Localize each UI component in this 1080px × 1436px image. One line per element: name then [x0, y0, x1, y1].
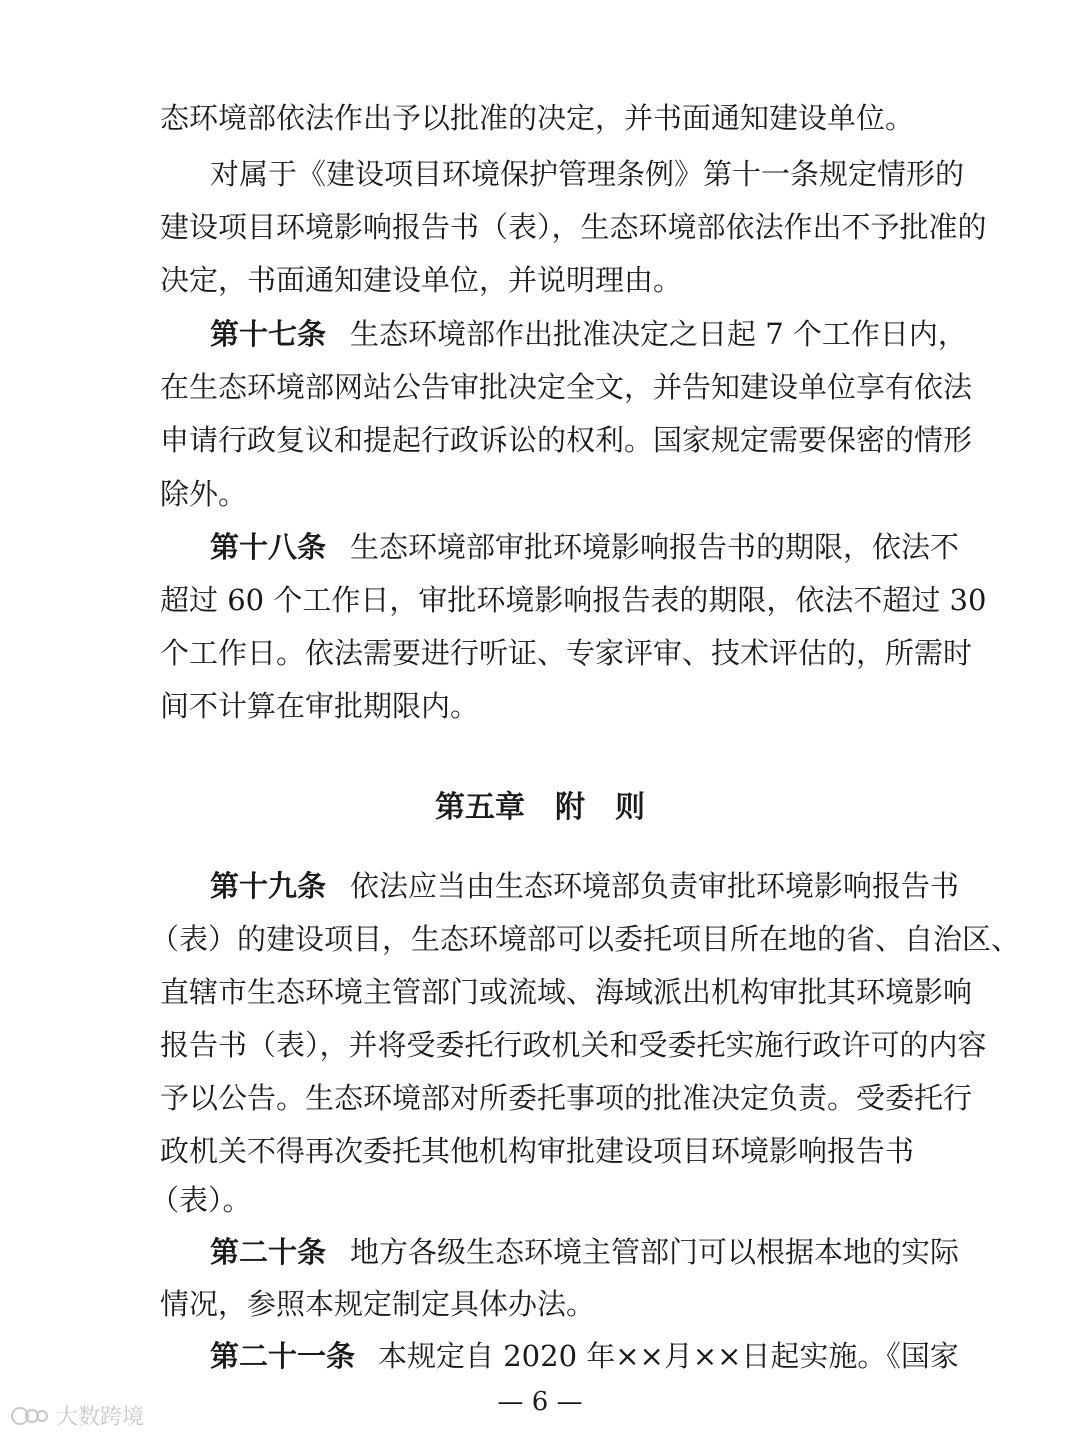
watermark-logo-icon — [10, 1402, 50, 1430]
paragraph-line: 决定，书面通知建设单位，并说明理由。 — [160, 263, 683, 297]
paragraph-line: 本规定自 2020 年××月××日起实施。《国家 — [378, 1339, 959, 1373]
paragraph-line: 予以公告。生态环境部对所委托事项的批准决定负责。受委托行 — [160, 1081, 973, 1115]
paragraph-line: （表）。 — [150, 1183, 252, 1217]
paragraph-line: 除外。 — [160, 477, 248, 511]
article-title-21: 第二十一条 — [210, 1339, 356, 1373]
paragraph-line: 地方各级生态环境主管部门可以根据本地的实际 — [350, 1235, 960, 1269]
watermark — [10, 1400, 144, 1431]
article-title-18: 第十八条 — [210, 530, 327, 564]
paragraph-line: 政机关不得再次委托其他机构审批建设项目环境影响报告书 — [160, 1134, 915, 1168]
paragraph-line: 生态环境部审批环境影响报告书的期限，依法不 — [350, 530, 960, 564]
paragraph-line: 直辖市生态环境主管部门或流域、海域派出机构审批其环境影响 — [160, 975, 973, 1009]
paragraph-line: 态环境部依法作出予以批准的决定，并书面通知建设单位。 — [160, 101, 915, 135]
paragraph-line: 申请行政复议和提起行政诉讼的权利。国家规定需要保密的情形 — [160, 423, 973, 457]
paragraph-line: 个工作日。依法需要进行听证、专家评审、技术评估的，所需时 — [160, 636, 973, 670]
article-title-17: 第十七条 — [210, 317, 327, 351]
paragraph-line: 生态环境部作出批准决定之日起 7 个工作日内， — [350, 317, 967, 351]
paragraph-line: （表）的建设项目，生态环境部可以委托项目所在地的省、自治区、 — [150, 922, 1021, 956]
article-title-20: 第二十条 — [210, 1235, 327, 1269]
paragraph-line: 间不计算在审批期限内。 — [160, 689, 480, 723]
watermark-text: 大数跨境 — [56, 1405, 145, 1430]
paragraph-line: 对属于《建设项目环境保护管理条例》第十一条规定情形的 — [210, 157, 965, 191]
paragraph-line: 报告书（表），并将受委托行政机关和受委托实施行政许可的内容 — [160, 1028, 987, 1062]
paragraph-line: 情况，参照本规定制定具体办法。 — [160, 1287, 596, 1321]
article-title-19: 第十九条 — [210, 869, 327, 903]
paragraph-line: 建设项目环境影响报告书（表），生态环境部依法作出不予批准的 — [160, 210, 987, 244]
page-number: — 6 — — [497, 1387, 583, 1417]
paragraph-line: 在生态环境部网站公告审批决定全文，并告知建设单位享有依法 — [160, 370, 973, 404]
paragraph-line: 超过 60 个工作日，审批环境影响报告表的期限，依法不超过 30 — [160, 583, 987, 617]
chapter-heading: 第五章 附 则 — [435, 790, 645, 825]
paragraph-line: 依法应当由生态环境部负责审批环境影响报告书 — [350, 869, 960, 903]
